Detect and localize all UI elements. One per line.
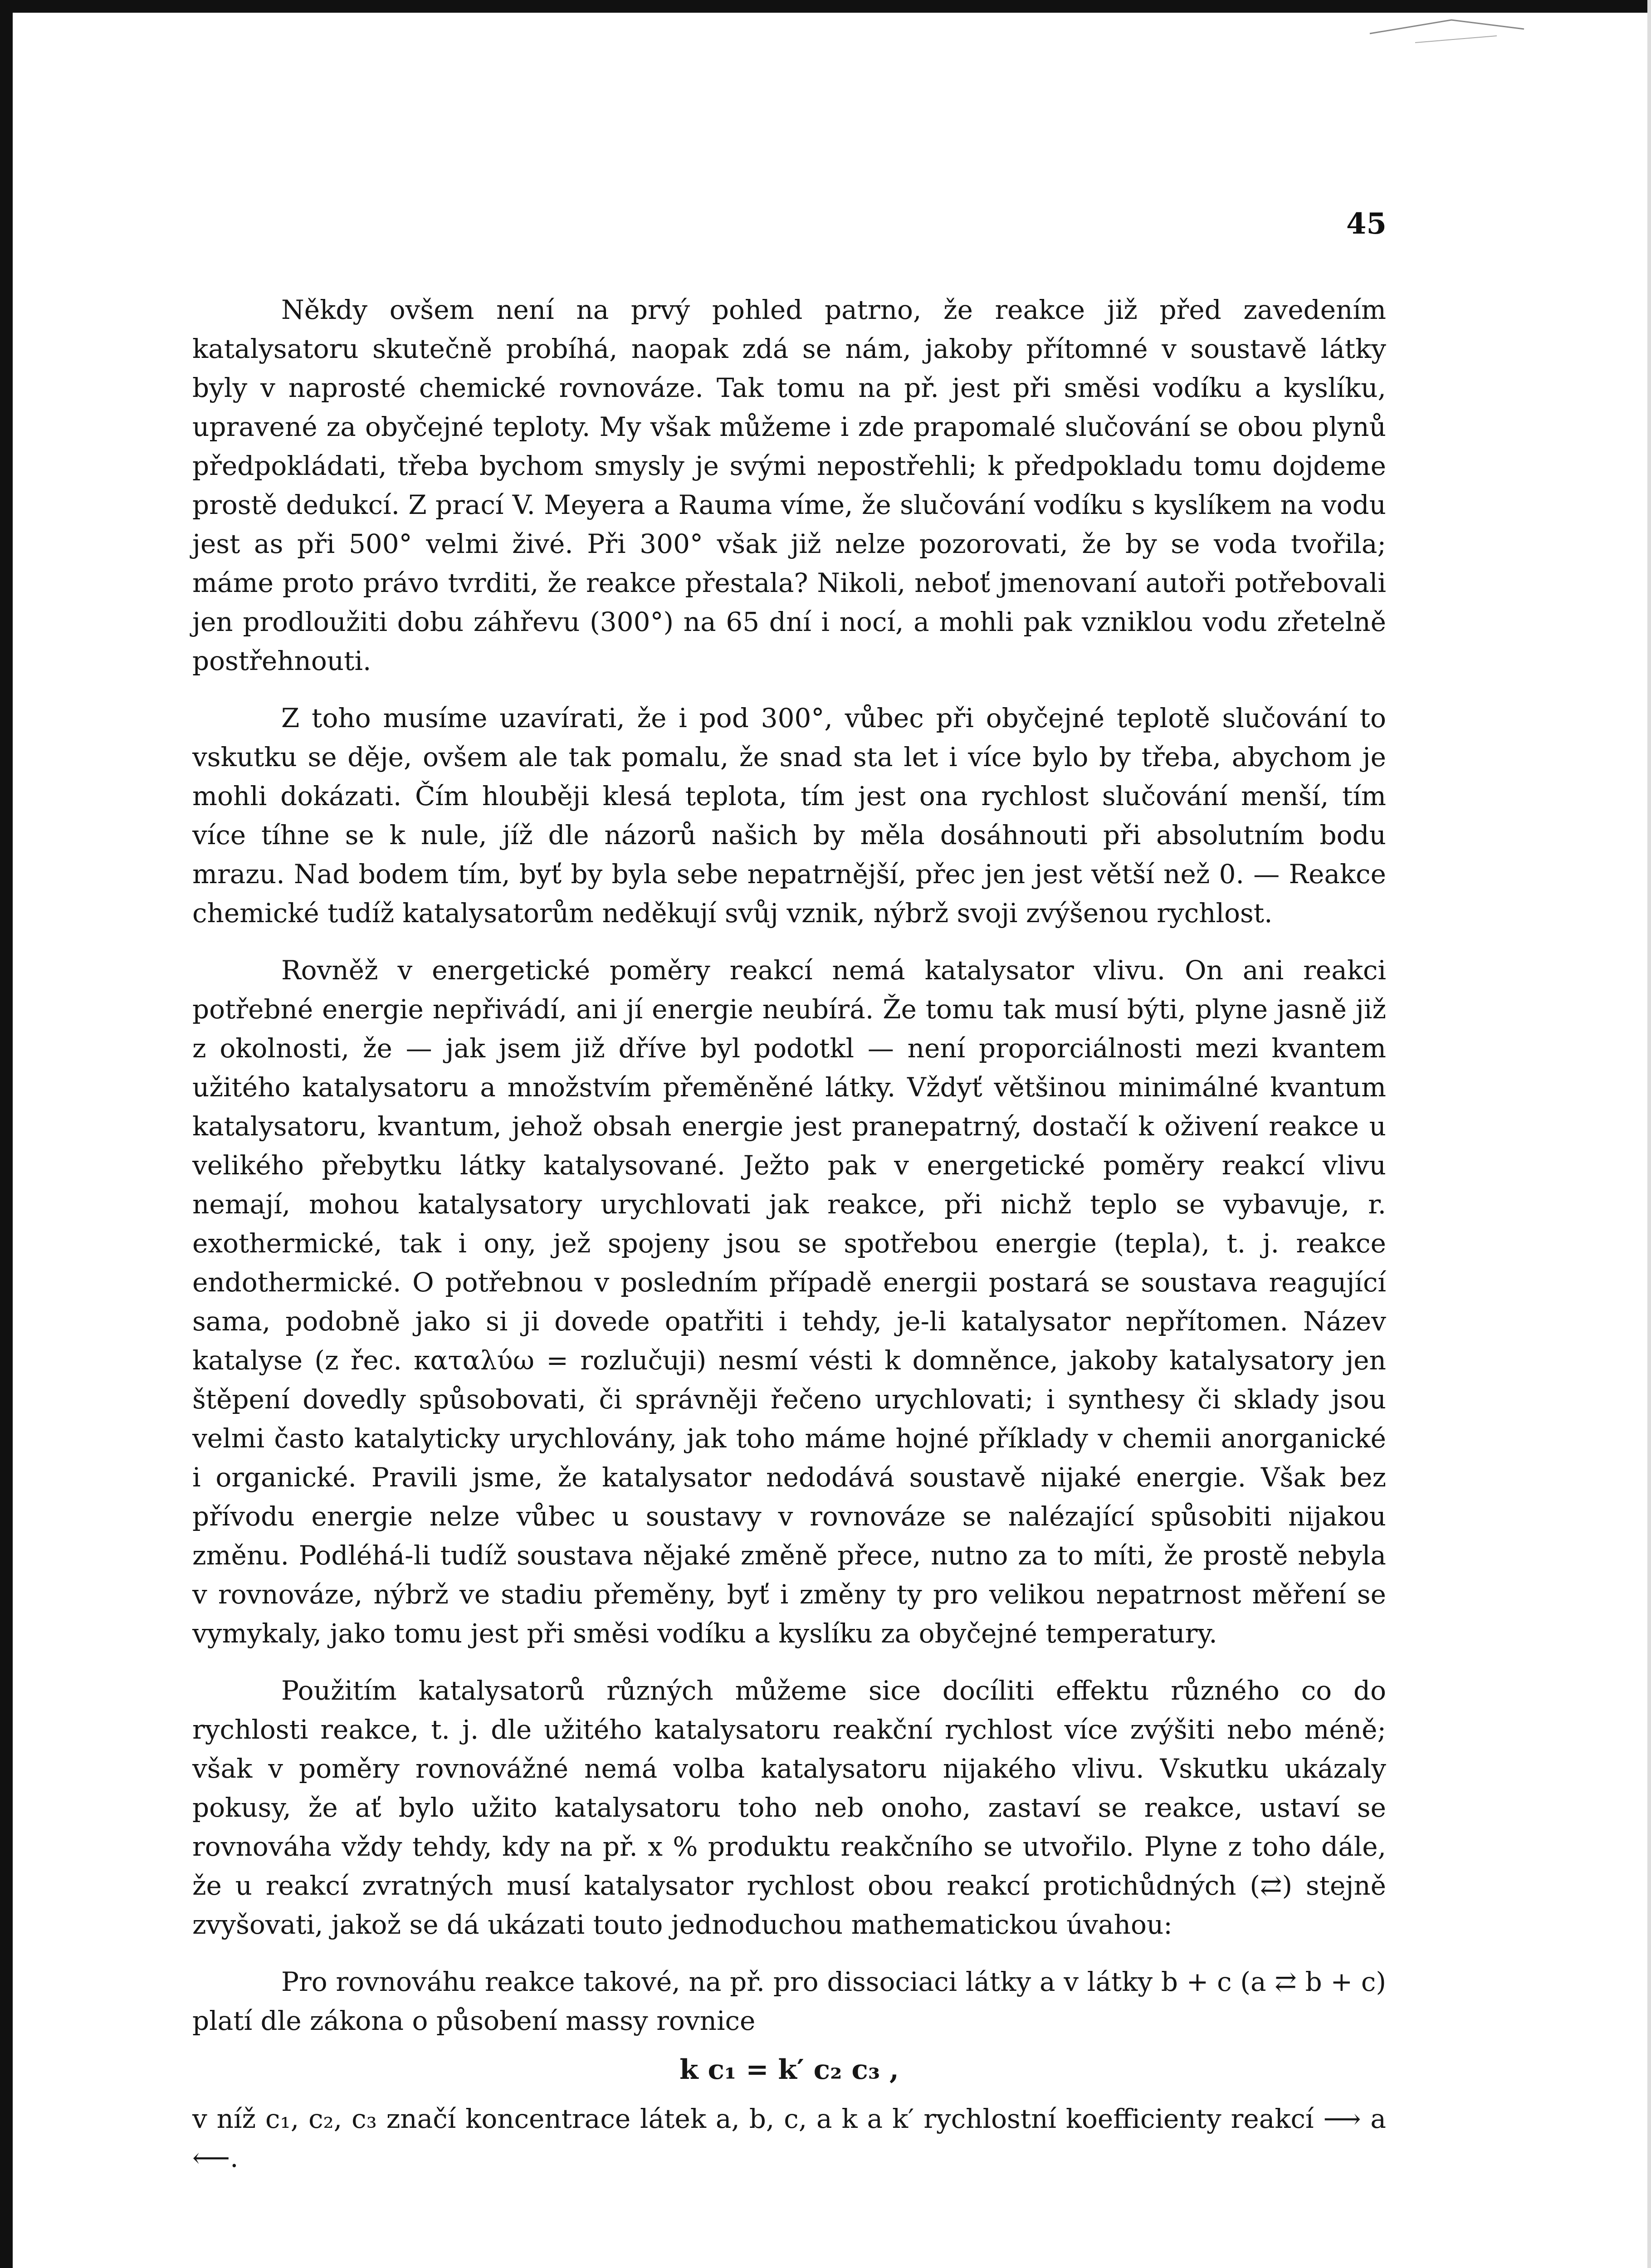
scan-border-right bbox=[1647, 0, 1651, 2268]
paragraph-2: Z toho musíme uzavírati, že i pod 300°, vůbec při obyčejné teplotě slučování to vskutku se děje, ovšem ale tak pomalu, že snad sta let i více bylo by třeba, abychom je mohli dokázati. Čím hlouběji klesá teplota, tím jest ona rychlost slučování menší, tím více tíhne se k nule, jíž dle názorů našich by měla dosáhnouti při absolutním bodu mrazu. Nad bodem tím, byť by byla sebe nepatrnější, přec jen jest větší než 0. — Reakce chemické tudíž katalysatorům neděkují svůj vznik, nýbrž svoji zvýšenou rychlost. bbox=[192, 703, 1386, 929]
paragraph-4: Použitím katalysatorů různých můžeme sice docíliti effektu různého co do rychlosti reakce, t. j. dle užitého katalysatoru reakční rychlost více zvýšiti nebo méně; však v poměry rovnovážné nemá volba katalysatoru nijakého vlivu. Vskutku ukázaly pokusy, že ať bylo užito katalysatoru toho neb onoho, zastaví se reakce, ustaví se rovnováha vždy tehdy, kdy na př. x % produktu reakčního se utvořilo. Plyne z toho dále, že u reakcí zvratných musí katalysator rychlost obou reakcí protichůdných (⇄) stejně zvyšovati, jakož se dá ukázati touto jednoduchou mathematickou úvahou: bbox=[192, 1675, 1386, 1940]
paragraph-3: Rovněž v energetické poměry reakcí nemá katalysator vlivu. On ani reakci potřebné energie nepřivádí, ani jí energie neubírá. Že tomu tak musí býti, plyne jasně již z okolnosti, že — jak jsem již dříve byl podotkl — není proporciálnosti mezi kvantem užitého katalysatoru a množstvím přeměněné látky. Vždyť většinou minimálné kvantum katalysatoru, kvantum, jehož obsah energie jest pranepatrný, dostačí k oživení reakce u velikého přebytku látky katalysované. Ježto pak v energetické poměry reakcí vlivu nemají, mohou katalysatory urychlovati jak reakce, při nichž teplo se vybavuje, r. exothermické, tak i ony, jež spojeny jsou se spotřebou energie (tepla), t. j. reakce endothermické. O potřebnou v posledním případě energii postará se soustava reagující sama, podobně jako si ji dovede opatřiti i tehdy, je-li katalysator nepřítomen. Název katalyse (z řec. καταλύω = rozlučuji) nesmí vésti k domněnce, jakoby katalysatory jen štěpení dovedly spůsobovati, či správněji řečeno urychlovati; i synthesy či sklady jsou velmi často katalyticky urychlovány, jak toho máme hojné příklady v chemii anorganické i organické. Pravili jsme, že katalysator nedodává soustavě nijaké energie. Však bez přívodu energie nelze vůbec u soustavy v rovnováze se nalézající spůsobiti nijakou změnu. Podléhá-li tudíž soustava nějaké změně přece, nutno za to míti, že prostě nebyla v rovnováze, nýbrž ve stadiu přeměny, byť i změny ty pro velikou nepatrnost měření se vymykaly, jako tomu jest při směsi vodíku a kyslíku za obyčejné temperatury. bbox=[192, 955, 1386, 1649]
paragraph-5: Pro rovnováhu reakce takové, na př. pro dissociaci látky a v látky b + c (a ⇄ b + c) platí dle zákona o působení massy rovnice bbox=[192, 1966, 1386, 2036]
paragraph-1: Někdy ovšem není na prvý pohled patrno, že reakce již před zavedením katalysatoru skutečně probíhá, naopak zdá se nám, jakoby přítomné v soustavě látky byly v naprosté chemické rovnováze. Tak tomu na př. jest při směsi vodíku a kyslíku, upravené za obyčejné teploty. My však můžeme i zde prapomalé slučování se obou plynů předpokládati, třeba bychom smysly je svými nepostřehli; k předpokladu tomu dojdeme prostě dedukcí. Z prací V. Meyera a Rauma víme, že slučování vodíku s kyslíkem na vodu jest as při 500° velmi živé. Při 300° však již nelze pozorovati, že by se voda tvořila; máme proto právo tvrditi, že reakce přestala? Nikoli, neboť jmenovaní autoři potřebovali jen prodloužiti dobu záhřevu (300°) na 65 dní i nocí, a mohli pak vzniklou vodu zřetelně postřehnouti. bbox=[192, 294, 1386, 676]
final-line: v níž c₁, c₂, c₃ značí koncentrace látek a, b, c, a k a k′ rychlostní koefficienty reakcí ⟶ a ⟵. bbox=[192, 2103, 1386, 2173]
scan-border-top bbox=[0, 0, 1651, 13]
page-number: 45 bbox=[1346, 207, 1387, 241]
page-body bbox=[192, 290, 1386, 2177]
equation: k c₁ = k′ c₂ c₃ , bbox=[679, 2054, 899, 2086]
scan-artifact-mark bbox=[1361, 15, 1533, 70]
scan-border-left bbox=[0, 0, 13, 2268]
